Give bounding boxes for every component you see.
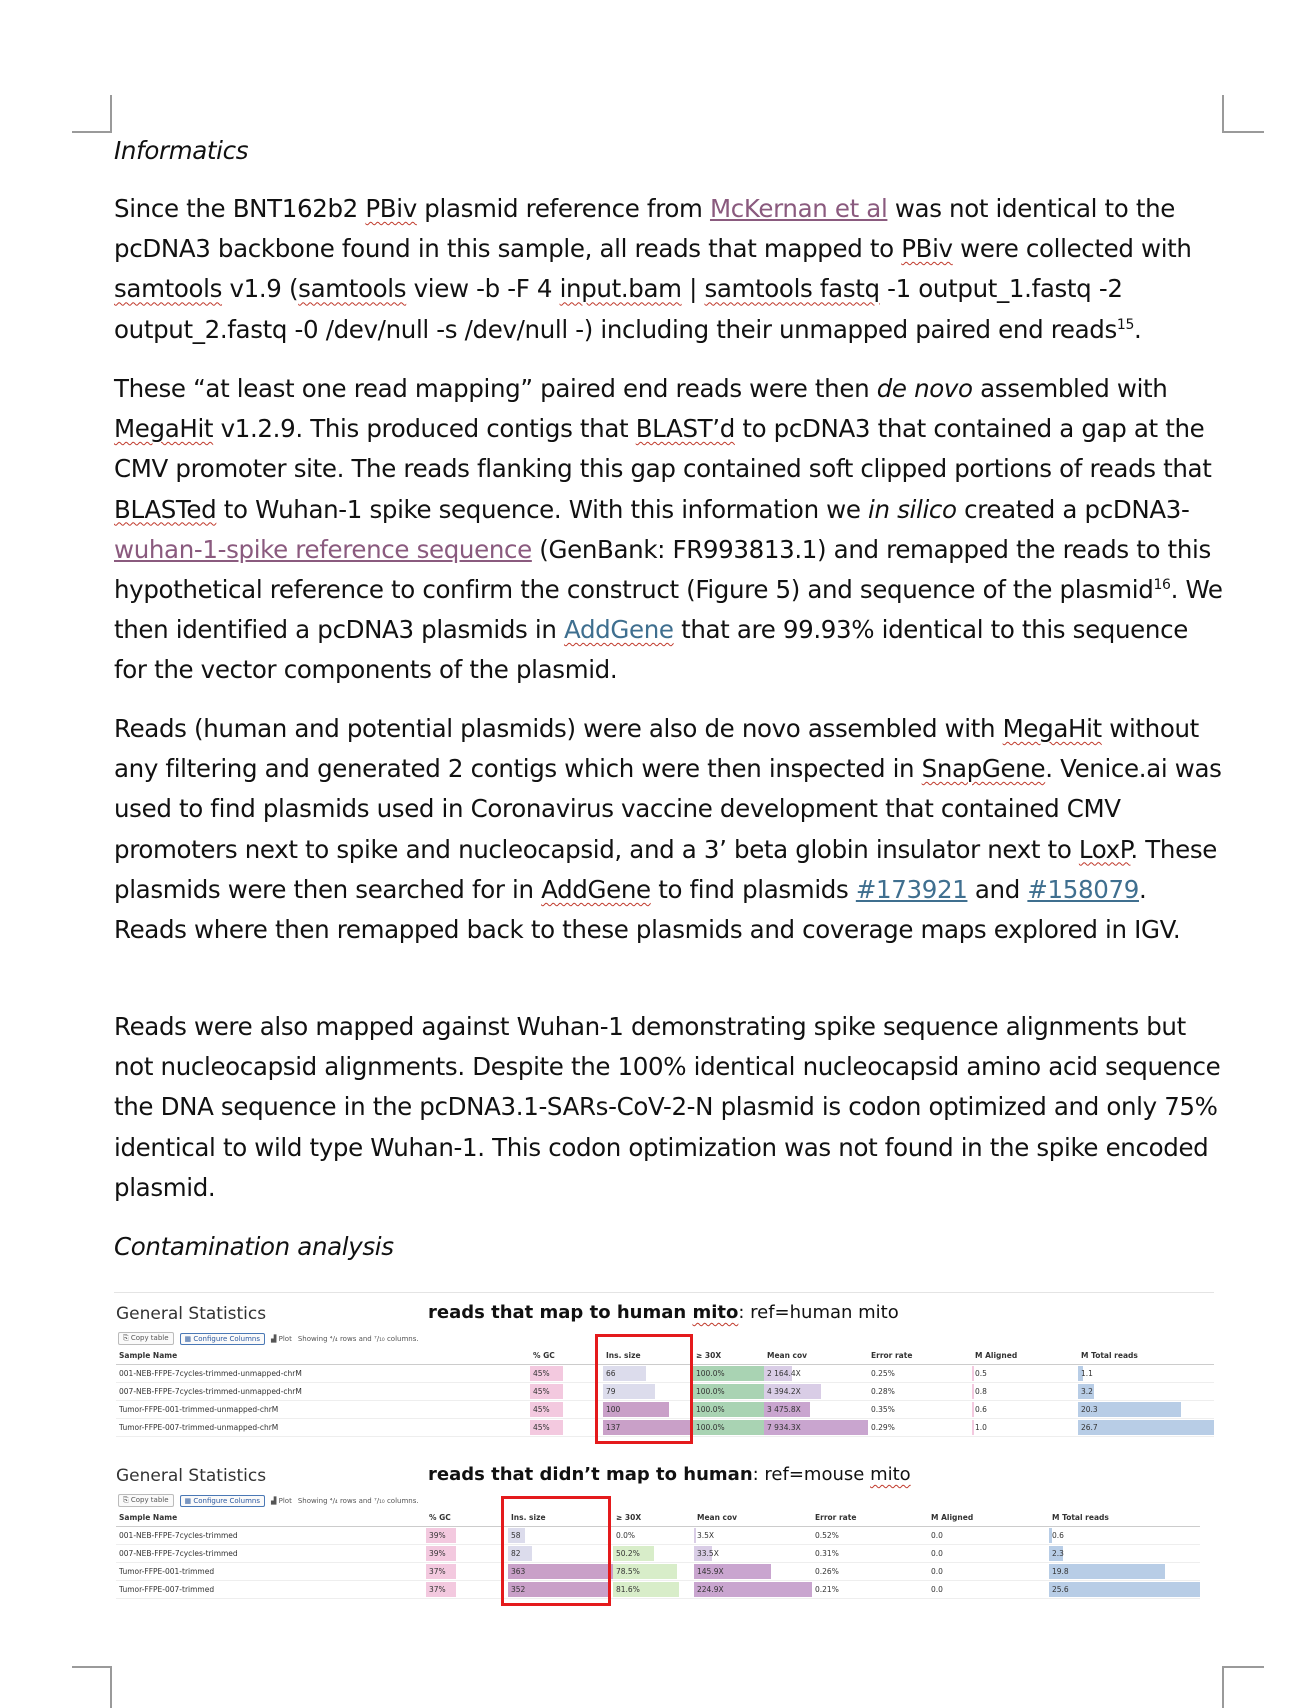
table-cell: 0.52% xyxy=(812,1527,928,1545)
table-cell: 137 xyxy=(603,1419,693,1437)
table-cell: 2 164.4X xyxy=(764,1365,868,1383)
table-cell: 001-NEB-FFPE-7cycles-trimmed xyxy=(116,1527,426,1545)
table-cell: 100.0% xyxy=(693,1383,764,1401)
table-cell: 0.26% xyxy=(812,1563,928,1581)
table-cell: 100 xyxy=(603,1401,693,1419)
divider xyxy=(114,1292,1214,1293)
table-cell: 78.5% xyxy=(613,1563,694,1581)
table-cell: 82 xyxy=(508,1545,613,1563)
table-cell: 0.0 xyxy=(928,1527,1049,1545)
table-cell: 1.1 xyxy=(1078,1365,1214,1383)
table-cell: 100.0% xyxy=(693,1401,764,1419)
link-plasmid-173921[interactable]: #173921 xyxy=(855,874,968,904)
configure-columns-button[interactable]: ▦ Configure Columns xyxy=(180,1495,265,1507)
table-cell: 81.6% xyxy=(613,1581,694,1599)
table-cell: 45% xyxy=(530,1419,603,1437)
paragraph-2 xyxy=(114,369,1224,691)
paragraph-text: Reads were also mapped against Wuhan-1 demonstrating spike sequence alignments but not nucleocapsid alignments. Despite the 100% identical nucleocapsid amino acid sequence the DNA sequence in the pcDNA3.1-SARs-CoV-2-N plasmid is codon optimized and only 75% identical to wild type Wuhan-1. This codon optimization was not found in the spike encoded plasmid. xyxy=(114,1012,1221,1202)
table-cell: 224.9X xyxy=(694,1581,812,1599)
column-header[interactable]: Sample Name xyxy=(116,1509,426,1527)
table-cell: Tumor-FFPE-001-trimmed-unmapped-chrM xyxy=(116,1401,530,1419)
table-cell: 0.0 xyxy=(928,1545,1049,1563)
paragraph-text: Since the BNT162b2 PBiv plasmid reference from McKernan et al was not identical to the pcDNA3 backbone found in this sample, all reads that mapped to PBiv were collected with samtools v1.9 (samtools view -b -F 4 input.bam | samtools fastq -1 output_1.fastq -2 output_2.fastq -0 /dev/null -s /dev/null -) including their unmapped paired end reads$^{15}$. xyxy=(114,194,1192,344)
showing-text: Showing ⁴/₄ rows and ⁷/₁₀ columns. xyxy=(297,1334,419,1343)
table-cell: 0.31% xyxy=(812,1545,928,1563)
crop-mark-top-right xyxy=(1222,95,1264,133)
table-cell: 001-NEB-FFPE-7cycles-trimmed-unmapped-chrM xyxy=(116,1365,530,1383)
table-cell: 58 xyxy=(508,1527,613,1545)
crop-mark-bottom-left xyxy=(72,1666,112,1708)
general-statistics-title-1: General Statistics xyxy=(116,1304,267,1324)
table-cell: 0.29% xyxy=(868,1419,972,1437)
bar-chart-icon: ▟ xyxy=(271,1496,277,1505)
copy-table-button[interactable]: ⎘ Copy table xyxy=(118,1494,174,1507)
showing-text: Showing ⁴/₄ rows and ⁷/₁₀ columns. xyxy=(297,1496,419,1505)
table-row xyxy=(116,1581,1200,1599)
copy-table-button[interactable]: ⎘ Copy table xyxy=(118,1332,174,1345)
table-cell: 0.21% xyxy=(812,1581,928,1599)
table-cell: 45% xyxy=(530,1401,603,1419)
table-cell: 50.2% xyxy=(613,1545,694,1563)
table-row xyxy=(116,1527,1200,1545)
table-cell: 0.6 xyxy=(1049,1527,1200,1545)
table-row xyxy=(116,1545,1200,1563)
plot-button[interactable]: ▟ Plot xyxy=(271,1334,292,1343)
table-cell: 352 xyxy=(508,1581,613,1599)
table-cell: 45% xyxy=(530,1383,603,1401)
column-header[interactable]: Ins. size xyxy=(603,1347,693,1365)
table-cell: 363 xyxy=(508,1563,613,1581)
table-cell: 37% xyxy=(426,1581,508,1599)
table-cell: 45% xyxy=(530,1365,603,1383)
column-header[interactable]: Error rate xyxy=(812,1509,928,1527)
cell-bar xyxy=(1049,1582,1200,1597)
column-header[interactable]: M Total reads xyxy=(1049,1509,1200,1527)
table-cell: 66 xyxy=(603,1365,693,1383)
table-cell: Tumor-FFPE-001-trimmed xyxy=(116,1563,426,1581)
table-cell: 39% xyxy=(426,1527,508,1545)
plot-button[interactable]: ▟ Plot xyxy=(271,1496,292,1505)
table-cell: 0.8 xyxy=(972,1383,1078,1401)
table-cell: 0.25% xyxy=(868,1365,972,1383)
column-header[interactable]: M Aligned xyxy=(928,1509,1049,1527)
general-statistics-title-2: General Statistics xyxy=(116,1466,267,1486)
heading-contamination: Contamination analysis xyxy=(114,1232,394,1261)
table-cell: 007-NEB-FFPE-7cycles-trimmed xyxy=(116,1545,426,1563)
table-cell: 3.2 xyxy=(1078,1383,1214,1401)
table-cell: 1.0 xyxy=(972,1419,1078,1437)
table-cell: 37% xyxy=(426,1563,508,1581)
table-cell: 0.28% xyxy=(868,1383,972,1401)
table-cell: 39% xyxy=(426,1545,508,1563)
paragraph-text: Reads (human and potential plasmids) were also de novo assembled with MegaHit without any filtering and generated 2 contigs which were then inspected in SnapGene. Venice.ai was used to find plasmids used in Coronavirus vaccine development that contained CMV promoters next to spike and nucleocapsid, and a 3’ beta globin insulator next to LoxP. These plasmids were then searched for in AddGene to find plasmids #173921 and #158079. Reads where then remapped back to these plasmids and coverage maps explored in IGV. xyxy=(114,714,1222,945)
heading-informatics: Informatics xyxy=(114,136,249,165)
link-wuhan-reference[interactable]: wuhan-1-spike reference sequence xyxy=(114,534,532,564)
table-cell: 145.9X xyxy=(694,1563,812,1581)
table-cell: 007-NEB-FFPE-7cycles-trimmed-unmapped-chrM xyxy=(116,1383,530,1401)
cell-bar xyxy=(1078,1420,1214,1435)
column-header[interactable]: Mean cov xyxy=(764,1347,868,1365)
table-cell: 2.3 xyxy=(1049,1545,1200,1563)
link-addgene[interactable]: AddGene xyxy=(563,615,674,645)
table-cell: 20.3 xyxy=(1078,1401,1214,1419)
table-cell: 25.6 xyxy=(1049,1581,1200,1599)
table-cell: 0.0% xyxy=(613,1527,694,1545)
table-cell: 0.6 xyxy=(972,1401,1078,1419)
column-header[interactable]: ≥ 30X xyxy=(613,1509,694,1527)
table-toolbar-2 xyxy=(118,1494,419,1507)
table-cell: 79 xyxy=(603,1383,693,1401)
section-heading-informatics xyxy=(114,131,1224,171)
column-header[interactable]: ≥ 30X xyxy=(693,1347,764,1365)
table-cell: 100.0% xyxy=(693,1365,764,1383)
table-cell: Tumor-FFPE-007-trimmed xyxy=(116,1581,426,1599)
column-header[interactable]: Mean cov xyxy=(694,1509,812,1527)
table-cell: 0.0 xyxy=(928,1563,1049,1581)
table-cell: 100.0% xyxy=(693,1419,764,1437)
table2-section-title: reads that didn’t map to human: ref=mouse mito xyxy=(428,1464,911,1485)
table-row xyxy=(116,1563,1200,1581)
bar-chart-icon: ▟ xyxy=(271,1334,277,1343)
table-cell: 0.35% xyxy=(868,1401,972,1419)
paragraph-1 xyxy=(114,189,1224,350)
paragraph-text: These “at least one read mapping” paired end reads were then de novo assembled with MegaHit v1.2.9. This produced contigs that BLAST’d to pcDNA3 that contained a gap at the CMV promoter site. The reads flanking this gap contained soft clipped portions of reads that BLASTed to Wuhan-1 spike sequence. With this information we in silico created a pcDNA3-wuhan-1-spike reference sequence (GenBank: FR993813.1) and remapped the reads to this hypothetical reference to confirm the construct (Figure 5) and sequence of the plasmid$^{16}$. We then identified a pcDNA3 plasmids in AddGene that are 99.93% identical to this sequence for the vector components of the plasmid. xyxy=(114,374,1223,685)
link-plasmid-158079[interactable]: #158079 xyxy=(1027,874,1139,904)
configure-columns-button[interactable]: ▦ Configure Columns xyxy=(180,1333,265,1345)
table-cell: Tumor-FFPE-007-trimmed-unmapped-chrM xyxy=(116,1419,530,1437)
general-statistics-table-2 xyxy=(116,1509,1200,1599)
table-cell: 19.8 xyxy=(1049,1563,1200,1581)
table-cell: 33.5X xyxy=(694,1545,812,1563)
column-header[interactable]: % GC xyxy=(530,1347,603,1365)
table-cell: 0.5 xyxy=(972,1365,1078,1383)
column-header[interactable]: % GC xyxy=(426,1509,508,1527)
column-header[interactable]: M Total reads xyxy=(1078,1347,1214,1365)
table-cell: 3 475.8X xyxy=(764,1401,868,1419)
table1-section-title: reads that map to human mito: ref=human mito xyxy=(428,1302,899,1323)
column-header[interactable]: Error rate xyxy=(868,1347,972,1365)
paragraph-3 xyxy=(114,709,1224,950)
column-header[interactable]: M Aligned xyxy=(972,1347,1078,1365)
table-header-row xyxy=(116,1509,1200,1527)
crop-mark-bottom-right xyxy=(1222,1666,1264,1708)
table-cell: 3.5X xyxy=(694,1527,812,1545)
table-toolbar-1 xyxy=(118,1332,419,1345)
column-header[interactable]: Sample Name xyxy=(116,1347,530,1365)
table-cell: 26.7 xyxy=(1078,1419,1214,1437)
paragraph-4 xyxy=(114,1007,1224,1208)
column-header[interactable]: Ins. size xyxy=(508,1509,613,1527)
crop-mark-top-left xyxy=(72,95,112,133)
table-cell: 4 394.2X xyxy=(764,1383,868,1401)
section-heading-contamination xyxy=(114,1227,1224,1267)
table-cell: 0.0 xyxy=(928,1581,1049,1599)
link-mckernan[interactable]: McKernan et al xyxy=(709,194,888,223)
table-cell: 7 934.3X xyxy=(764,1419,868,1437)
